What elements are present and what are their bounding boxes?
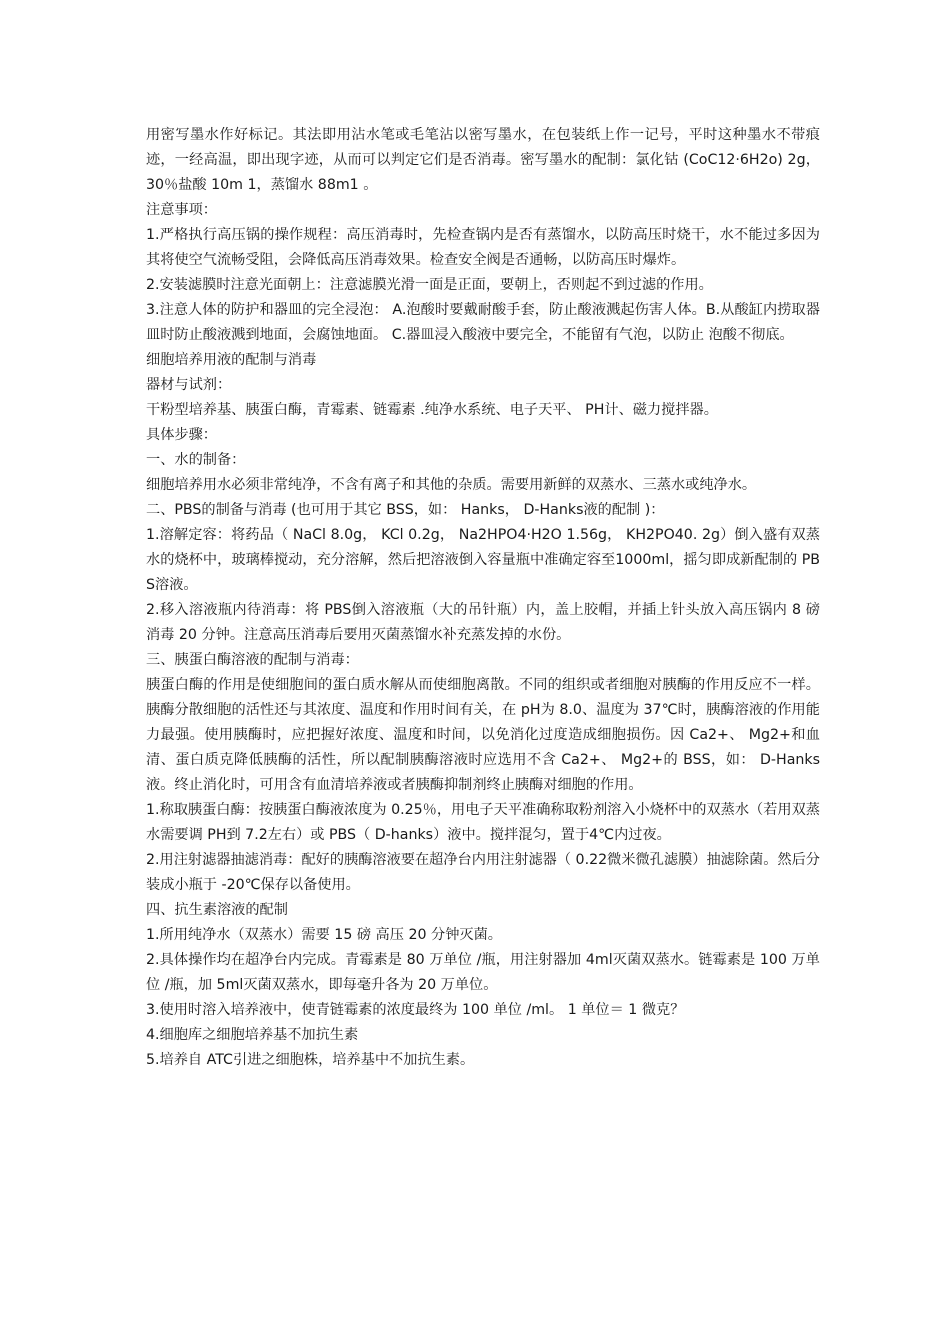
paragraph-materials: 干粉型培养基、胰蛋白酶，青霉素、链霉素 .纯净水系统、电子天平、 PH计、磁力搅拌器。 xyxy=(146,402,718,418)
paragraph-pbs-2: 2.移入溶液瓶内待消毒：将 PBS倒入溶液瓶（大的吊针瓶）内，盖上胶帽，并插上针头放入高压锅内 8 磅 消毒 20 分钟。注意高压消毒后要用灭菌蒸馏水补充蒸发掉的水份。 xyxy=(146,602,820,643)
paragraph-precaution-3: 3.注意人体的防护和器皿的完全浸泡： A.泡酸时要戴耐酸手套，防止酸液溅起伤害人体。B.从酸缸内捞取器皿时防止酸液溅到地面，会腐蚀地面。 C.器皿浸入酸液中要完全，不能留有气泡，以防止 泡酸不彻底。 xyxy=(146,302,820,343)
heading-pbs: 二、PBS的制备与消毒 (也可用于其它 BSS，如： Hanks， D-Hanks液的配制 )： xyxy=(146,502,665,518)
paragraph-antibiotics-5: 5.培养自 ATC引进之细胞株，培养基中不加抗生素。 xyxy=(146,1052,475,1068)
paragraph-antibiotics-2: 2.具体操作均在超净台内完成。青霉素是 80 万单位 /瓶，用注射器加 4ml灭菌双蒸水。链霉素是 100 万单位 /瓶，加 5ml灭菌双蒸水，即每毫升各为 20 万单位。 xyxy=(146,952,820,993)
paragraph-secret-ink: 用密写墨水作好标记。其法即用沾水笔或毛笔沾以密写墨水，在包装纸上作一记号，平时这种墨水不带痕迹，一经高温，即出现字迹，从而可以判定它们是否消毒。密写墨水的配制：氯化钴 (CoC12·6H2o) 2g，30％盐酸 10m 1，蒸馏水 88m1 。 xyxy=(146,127,820,193)
paragraph-trypsin-2: 2.用注射滤器抽滤消毒：配好的胰酶溶液要在超净台内用注射滤器（ 0.22微米微孔滤膜）抽滤除菌。然后分装成小瓶于 -20℃保存以备使用。 xyxy=(146,852,820,893)
paragraph-pbs-1: 1.溶解定容：将药品（ NaCl 8.0g， KCl 0.2g， Na2HPO4·H2O 1.56g， KH2PO40. 2g）倒入盛有双蒸水的烧杯中，玻璃棒搅动，充分溶解，然后把溶液倒入容量瓶中准确定容至1000ml，摇匀即成新配制的 PBS溶液。 xyxy=(146,527,820,593)
paragraph-water: 细胞培养用水必须非常纯净，不含有离子和其他的杂质。需要用新鲜的双蒸水、三蒸水或纯净水。 xyxy=(146,477,757,493)
heading-antibiotics: 四、抗生素溶液的配制 xyxy=(146,902,288,918)
heading-materials: 器材与试剂： xyxy=(146,377,232,393)
heading-steps: 具体步骤： xyxy=(146,427,217,443)
heading-culture-solutions: 细胞培养用液的配制与消毒 xyxy=(146,352,317,368)
paragraph-trypsin-intro: 胰蛋白酶的作用是使细胞间的蛋白质水解从而使细胞离散。不同的组织或者细胞对胰酶的作用反应不一样。胰酶分散细胞的活性还与其浓度、温度和作用时间有关，在 pH为 8.0、温度为 37℃时，胰酶溶液的作用能力最强。使用胰酶时，应把握好浓度、温度和时间，以免消化过度造成细胞损伤。因 Ca2+、 Mg2+和血清、蛋白质克降低胰酶的活性，所以配制胰酶溶液时应选用不含 Ca2+、 Mg2+的 BSS，如： D-Hanks液。终止消化时，可用含有血清培养液或者胰酶抑制剂终止胰酶对细胞的作用。 xyxy=(146,677,820,793)
paragraph-antibiotics-4: 4.细胞库之细胞培养基不加抗生素 xyxy=(146,1027,359,1043)
heading-precautions: 注意事项： xyxy=(146,202,217,218)
document-page xyxy=(146,123,820,1073)
heading-water: 一、水的制备： xyxy=(146,452,246,468)
paragraph-precaution-1: 1.严格执行高压锅的操作规程：高压消毒时，先检查锅内是否有蒸馏水，以防高压时烧干，水不能过多因为其将使空气流畅受阻，会降低高压消毒效果。检查安全阀是否通畅，以防高压时爆炸。 xyxy=(146,227,820,268)
paragraph-precaution-2: 2.安装滤膜时注意光面朝上：注意滤膜光滑一面是正面，要朝上，否则起不到过滤的作用。 xyxy=(146,277,713,293)
paragraph-antibiotics-1: 1.所用纯净水（双蒸水）需要 15 磅 高压 20 分钟灭菌。 xyxy=(146,927,502,943)
heading-trypsin: 三、胰蛋白酶溶液的配制与消毒： xyxy=(146,652,359,668)
paragraph-antibiotics-3: 3.使用时溶入培养液中，使青链霉素的浓度最终为 100 单位 /ml。 1 单位＝ 1 微克？ xyxy=(146,1002,685,1018)
paragraph-trypsin-1: 1.称取胰蛋白酶：按胰蛋白酶液浓度为 0.25％，用电子天平准确称取粉剂溶入小烧杯中的双蒸水（若用双蒸水需要调 PH到 7.2左右）或 PBS（ D-hanks）液中。搅拌混匀，置于4℃内过夜。 xyxy=(146,802,820,843)
